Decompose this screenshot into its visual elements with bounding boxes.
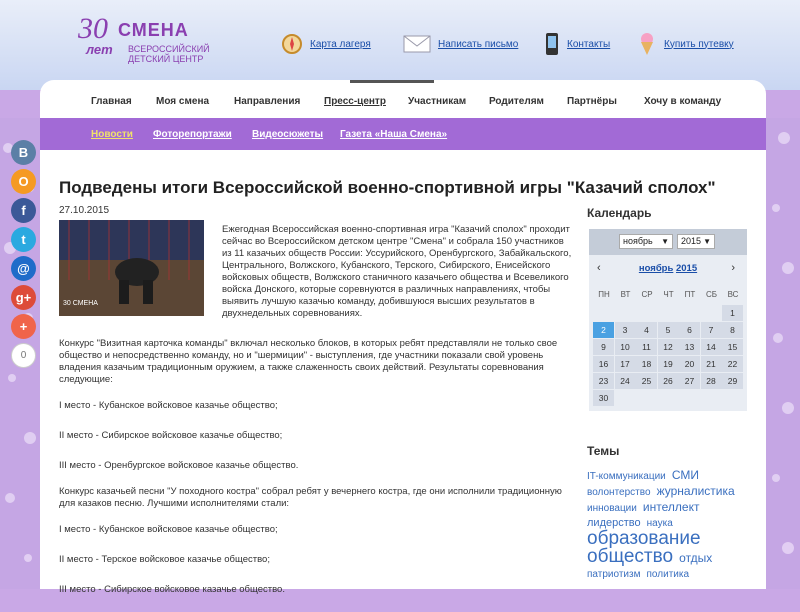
calendar-day[interactable]: 1 — [722, 305, 744, 321]
next-month-button[interactable]: › — [731, 262, 735, 274]
camp-map-link[interactable] — [280, 32, 371, 56]
subnav-item-news[interactable]: Новости — [91, 129, 133, 140]
write-letter-link[interactable] — [402, 32, 518, 56]
contacts-label: Контакты — [567, 38, 611, 50]
calendar-day[interactable]: 21 — [701, 356, 723, 372]
calendar-month: ноябрь — [638, 263, 674, 274]
article-paragraph: Конкурс "Визитная карточка команды" включал несколько блоков, в которых ребят представляли не только свое общество и непосредственно команду, но и "шермиции" - выступления, где участники показали свой уровень владения казачьим традиционным оружием, а также слаженность своих действий. Результаты соревнования следующие: — [59, 338, 558, 385]
calendar-day[interactable]: 15 — [722, 339, 744, 355]
main-nav — [40, 80, 766, 118]
subnav-item-photo-reports[interactable]: Фоторепортажи — [153, 129, 232, 140]
logo-years: лет — [86, 42, 113, 57]
calendar-dow: ВТ — [620, 290, 631, 299]
calendar-day[interactable]: 11 — [636, 339, 658, 355]
tag-link[interactable]: политика — [646, 569, 690, 580]
calendar-dow: СБ — [705, 290, 718, 299]
calendar-day[interactable]: 19 — [658, 356, 680, 372]
nav-item-parents[interactable]: Родителям — [489, 96, 544, 107]
chevron-down-icon: ▼ — [703, 237, 711, 246]
calendar-month-label[interactable] — [589, 263, 747, 274]
tag-link[interactable]: общество — [587, 546, 674, 567]
compass-icon — [280, 32, 304, 56]
odnoklassniki-icon[interactable]: О — [11, 169, 36, 194]
calendar-day[interactable]: 27 — [679, 373, 701, 389]
write-letter-label: Написать письмо — [438, 38, 519, 50]
tag-link[interactable]: интеллект — [642, 500, 700, 514]
calendar-day[interactable]: 17 — [615, 356, 637, 372]
article-paragraph: Конкурс казачьей песни "У походного костра" собрал ребят у вечернего костра, где они исполнили традиционную для казаков песню. Лучшими исполнителями стали: — [59, 486, 562, 509]
calendar-dow: ЧТ — [663, 290, 674, 299]
tag-link[interactable]: образование — [587, 528, 701, 549]
calendar-day[interactable]: 9 — [593, 339, 615, 355]
buy-voucher-link[interactable] — [636, 32, 734, 56]
social-share-bar — [11, 140, 37, 368]
nav-item-my-shift[interactable]: Моя смена — [156, 96, 210, 107]
right-pattern — [766, 118, 800, 589]
calendar-day[interactable]: 6 — [679, 322, 701, 338]
nav-item-home[interactable]: Главная — [91, 96, 132, 107]
buy-voucher-label: Купить путевку — [664, 38, 734, 50]
tag-link[interactable]: IT-коммуникации — [587, 471, 666, 482]
subnav-item-newspaper[interactable]: Газета «Наша Смена» — [340, 129, 448, 140]
tag-link[interactable]: патриотизм — [587, 569, 641, 580]
article-paragraph: II место - Сибирское войсковое казачье общество; — [59, 430, 283, 441]
year-select-value: 2015 — [681, 236, 702, 246]
topics-title: Темы — [587, 444, 620, 458]
nav-active-indicator — [350, 80, 434, 83]
calendar-title: Календарь — [587, 206, 652, 220]
nav-item-press-center[interactable]: Пресс-центр — [324, 96, 386, 107]
share-counter: 0 — [11, 343, 36, 368]
envelope-icon — [402, 32, 432, 56]
article-title: Подведены итоги Всероссийской военно-спортивной игры "Казачий сполох" — [59, 178, 716, 197]
calendar-day[interactable]: 22 — [722, 356, 744, 372]
calendar-day[interactable]: 18 — [636, 356, 658, 372]
tag-link[interactable]: наука — [646, 518, 673, 529]
logo-number: 30 — [78, 12, 108, 45]
article-photo[interactable] — [59, 220, 204, 316]
facebook-icon[interactable]: f — [11, 198, 36, 223]
calendar-day[interactable]: 12 — [658, 339, 680, 355]
prev-month-button[interactable]: ‹ — [597, 262, 601, 274]
logo-name: СМЕНА — [118, 20, 189, 40]
calendar-dow: ВС — [727, 290, 739, 299]
calendar-dow: ПТ — [684, 290, 696, 299]
calendar-dow: ПН — [598, 290, 610, 299]
calendar-day[interactable]: 25 — [636, 373, 658, 389]
tag-link[interactable]: СМИ — [671, 468, 699, 482]
calendar-day[interactable]: 8 — [722, 322, 744, 338]
calendar-day[interactable]: 16 — [593, 356, 615, 372]
tag-cloud — [587, 468, 747, 582]
calendar-day[interactable]: 2 — [593, 322, 615, 338]
article-date: 27.10.2015 — [59, 205, 110, 216]
plus-icon[interactable]: + — [11, 314, 36, 339]
calendar-day[interactable]: 13 — [679, 339, 701, 355]
tag-link[interactable]: лидерство — [587, 517, 641, 529]
article-paragraph: I место - Кубанское войсковое казачье общество; — [59, 400, 278, 411]
calendar-dow: СР — [641, 290, 653, 299]
calendar-day[interactable]: 14 — [701, 339, 723, 355]
google-plus-icon[interactable]: g+ — [11, 285, 36, 310]
chevron-down-icon: ▼ — [661, 237, 669, 246]
phone-icon — [543, 32, 561, 56]
sub-nav — [40, 118, 766, 150]
calendar-header — [589, 255, 747, 283]
article-paragraph: III место - Сибирское войсковое казачье общество. — [59, 584, 285, 595]
article-body — [59, 338, 569, 612]
mail-icon[interactable]: @ — [11, 256, 36, 281]
year-select[interactable] — [677, 234, 715, 249]
calendar-day[interactable]: 23 — [593, 373, 615, 389]
vk-icon[interactable]: В — [11, 140, 36, 165]
tag-link[interactable]: журналистика — [656, 484, 735, 498]
logo-subtitle: ВСЕРОССИЙСКИЙ ДЕТСКИЙ ЦЕНТР — [128, 44, 210, 64]
month-select-value: ноябрь — [623, 236, 653, 246]
nav-item-directions[interactable]: Направления — [234, 96, 301, 107]
calendar-day[interactable]: 4 — [636, 322, 658, 338]
calendar-day[interactable]: 29 — [722, 373, 744, 389]
tag-link[interactable]: волонтерство — [587, 487, 651, 498]
nav-item-join-team[interactable]: Хочу в команду — [644, 96, 722, 107]
calendar-day[interactable]: 26 — [658, 373, 680, 389]
calendar-day[interactable]: 3 — [615, 322, 637, 338]
calendar-day[interactable]: 30 — [593, 390, 615, 406]
calendar-selects — [589, 229, 747, 255]
ice-cream-icon — [636, 32, 658, 56]
site-logo[interactable] — [78, 14, 218, 66]
calendar-day[interactable]: 7 — [701, 322, 723, 338]
calendar-day[interactable]: 28 — [701, 373, 723, 389]
month-select[interactable] — [619, 234, 673, 249]
photo-watermark: 30 СМЕНА — [63, 300, 98, 307]
calendar-day[interactable]: 10 — [615, 339, 637, 355]
tag-link[interactable]: отдых — [679, 551, 713, 565]
camp-map-label: Карта лагеря — [310, 38, 371, 50]
nav-item-partners[interactable]: Партнёры — [567, 96, 617, 107]
article-paragraph: II место - Терское войсковое казачье общество; — [59, 554, 270, 565]
subnav-item-videos[interactable]: Видеосюжеты — [252, 129, 324, 140]
calendar-day[interactable]: 20 — [679, 356, 701, 372]
calendar — [589, 229, 747, 411]
article-lead: Ежегодная Всероссийская военно-спортивная игра "Казачий сполох" проходит сейчас во Всероссийском детском центре "Смена" и собрала 150 участников из 11 казачьих обществ России: Уссурийского, Оренбургского, Забайкальского, Центрального, Волжского, Кубанского, Терского, Сибирского, Енисейского войсковых обществ, Волжского станичного казачьего общества и Всевеликого войска Донского, которые соревнуются в различных направлениях, чтобы выявить лучшую казачью команду, добившуюся высших результатов в двухнедельных соревнованиях. — [222, 224, 572, 319]
article-paragraph: I место - Кубанское войсковое казачье общество; — [59, 524, 278, 535]
twitter-icon[interactable]: t — [11, 227, 36, 252]
tag-link[interactable]: инновации — [587, 503, 637, 514]
nav-item-participants[interactable]: Участникам — [408, 96, 467, 107]
article-paragraph: III место - Оренбургское войсковое казачье общество. — [59, 460, 299, 471]
calendar-year: 2015 — [675, 263, 698, 274]
contacts-link[interactable] — [543, 32, 610, 56]
calendar-day[interactable]: 24 — [615, 373, 637, 389]
calendar-day[interactable]: 5 — [658, 322, 680, 338]
